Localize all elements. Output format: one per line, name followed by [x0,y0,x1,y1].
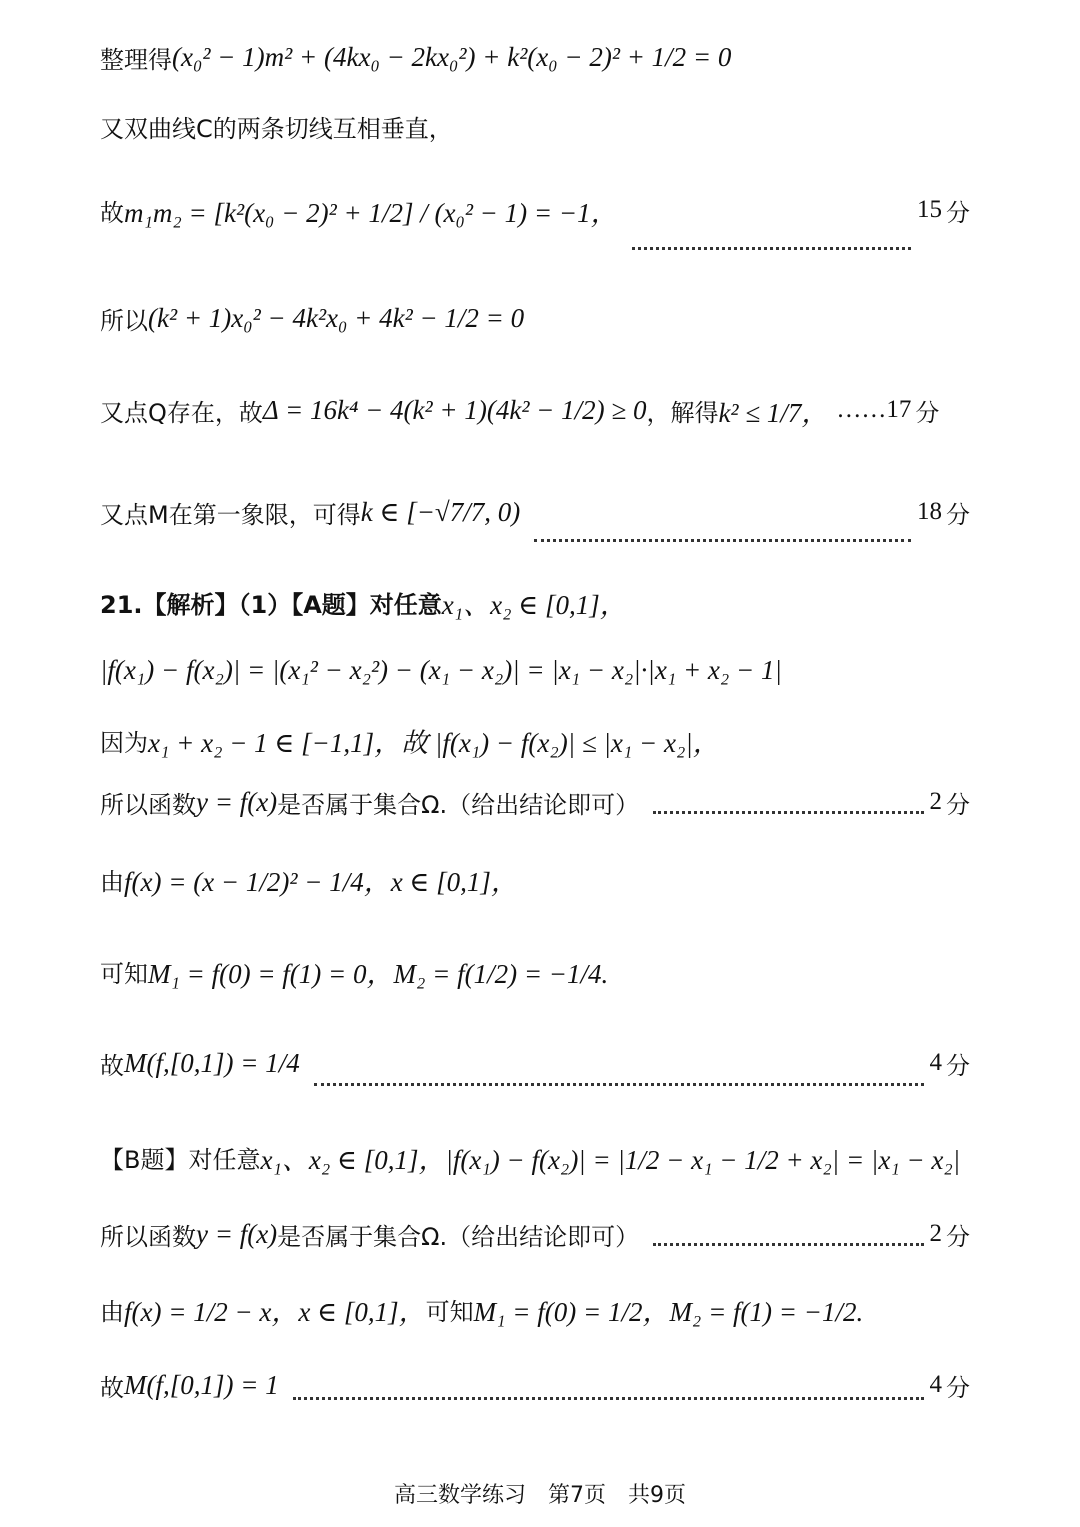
equation: (x₀² − 1)m² + (4kx₀ − 2kx₀²) + k²(x₀ − 2)² + 1/2 = 0 [172,41,732,72]
leader-dots [293,1397,924,1400]
line-prefix: 故 [100,1051,124,1080]
line-prefix: 所以函数 [100,790,196,819]
line-prefix: 由 [100,867,124,896]
line-mid: 是否属于集合Ω.（给出结论即可） [277,1222,640,1251]
score-unit: 分 [915,398,940,427]
question-21-heading [100,580,970,624]
solution-line-10 [100,780,970,824]
score-value: ……17 [836,396,912,423]
score-value: 2 [929,1220,942,1247]
score-unit: 分 [946,1222,970,1251]
line-prefix: 故 [100,1373,124,1402]
line-prefix: 由 [100,1297,124,1326]
line-mid: 可知 [425,1297,474,1326]
solution-line-6 [100,472,970,552]
equation: x₁、x₂ ∈ [0,1]，|f(x₁) − f(x₂)| = |1/2 − x₁ − 1/2 + x₂| = |x₁ − x₂| [260,1144,961,1175]
equation: Δ = 16k⁴ − 4(k² + 1)(4k² − 1/2) ≥ 0 [262,394,647,425]
equation: f(x) = 1/2 − x，x ∈ [0,1]， [124,1296,426,1327]
solution-line-9 [100,716,970,764]
leader-dots [632,247,911,250]
solution-line-16 [100,1276,970,1342]
equation: M(f,[0,1]) = 1 [124,1369,279,1400]
equation: k ∈ [−√7/7, 0) [360,496,521,527]
line-mid: ，解得 [646,398,719,427]
line-prefix: 整理得 [100,45,172,74]
equation: f(x) = (x − 1/2)² − 1/4，x ∈ [0,1]， [124,866,518,897]
solution-line-8 [100,645,970,695]
line-prefix: 又点Q存在，故 [100,398,263,427]
solution-line-1 [100,22,970,92]
score-unit: 分 [946,1373,970,1402]
score-unit: 分 [946,500,970,529]
solution-line-11 [100,846,970,912]
line-mid: 是否属于集合Ω.（给出结论即可） [277,790,640,819]
equation-2: k² ≤ 1/7， [718,397,829,428]
score-value: 18 [917,498,942,525]
score-unit: 分 [946,790,970,819]
solution-line-17 [100,1360,970,1410]
equation: |f(x₁) − f(x₂)| = |(x₁² − x₂²) − (x₁ − x₂)| = |x₁ − x₂|·|x₁ + x₂ − 1| [100,654,782,685]
score-value: 15 [917,196,942,223]
equation: (k² + 1)x₀² − 4k²x₀ + 4k² − 1/2 = 0 [148,302,525,333]
line-text: 又双曲线C的两条切线互相垂直， [100,114,453,143]
equation: y = f(x) [196,1218,278,1249]
solution-line-2 [100,104,970,148]
solution-line-15 [100,1212,970,1256]
solution-line-3 [100,160,970,260]
line-prefix: 21.【解析】（1）【A题】对任意 [100,590,442,619]
equation: x₁ + x₂ − 1 ∈ [−1,1]，故 |f(x₁) − f(x₂)| ≤ |x₁ − x₂|， [148,727,720,758]
score-value: 4 [929,1049,942,1076]
score-unit: 分 [946,1051,970,1080]
equation-2: M₁ = f(0) = 1/2，M₂ = f(1) = −1/2. [473,1296,864,1327]
equation: x₁、x₂ ∈ [0,1]， [441,589,627,620]
line-prefix: 【B题】对任意 [100,1145,261,1174]
score-value: 4 [929,1371,942,1398]
line-prefix: 又点M在第一象限，可得 [100,500,361,529]
question-b-heading [100,1124,970,1190]
leader-dots [314,1083,924,1086]
equation: m₁m₂ = [k²(x₀ − 2)² + 1/2] / (x₀² − 1) = −1， [124,197,618,228]
score-value: 2 [929,788,942,815]
page-footer: 高三数学练习 第7页 共9页 [394,1483,686,1508]
equation: M(f,[0,1]) = 1/4 [124,1047,300,1078]
line-prefix: 所以 [100,306,148,335]
line-prefix: 所以函数 [100,1222,196,1251]
score-unit: 分 [946,198,970,227]
leader-dots [534,539,911,542]
solution-line-13 [100,1030,970,1096]
solution-line-12 [100,936,970,1006]
line-prefix: 因为 [100,728,148,757]
line-prefix: 故 [100,198,124,227]
solution-line-4 [100,283,970,353]
equation: M₁ = f(0) = f(1) = 0，M₂ = f(1/2) = −1/4. [148,958,609,989]
line-prefix: 可知 [100,959,148,988]
leader-dots [653,811,923,814]
equation: y = f(x) [196,786,278,817]
leader-dots [653,1243,923,1246]
solution-line-5 [100,372,970,448]
